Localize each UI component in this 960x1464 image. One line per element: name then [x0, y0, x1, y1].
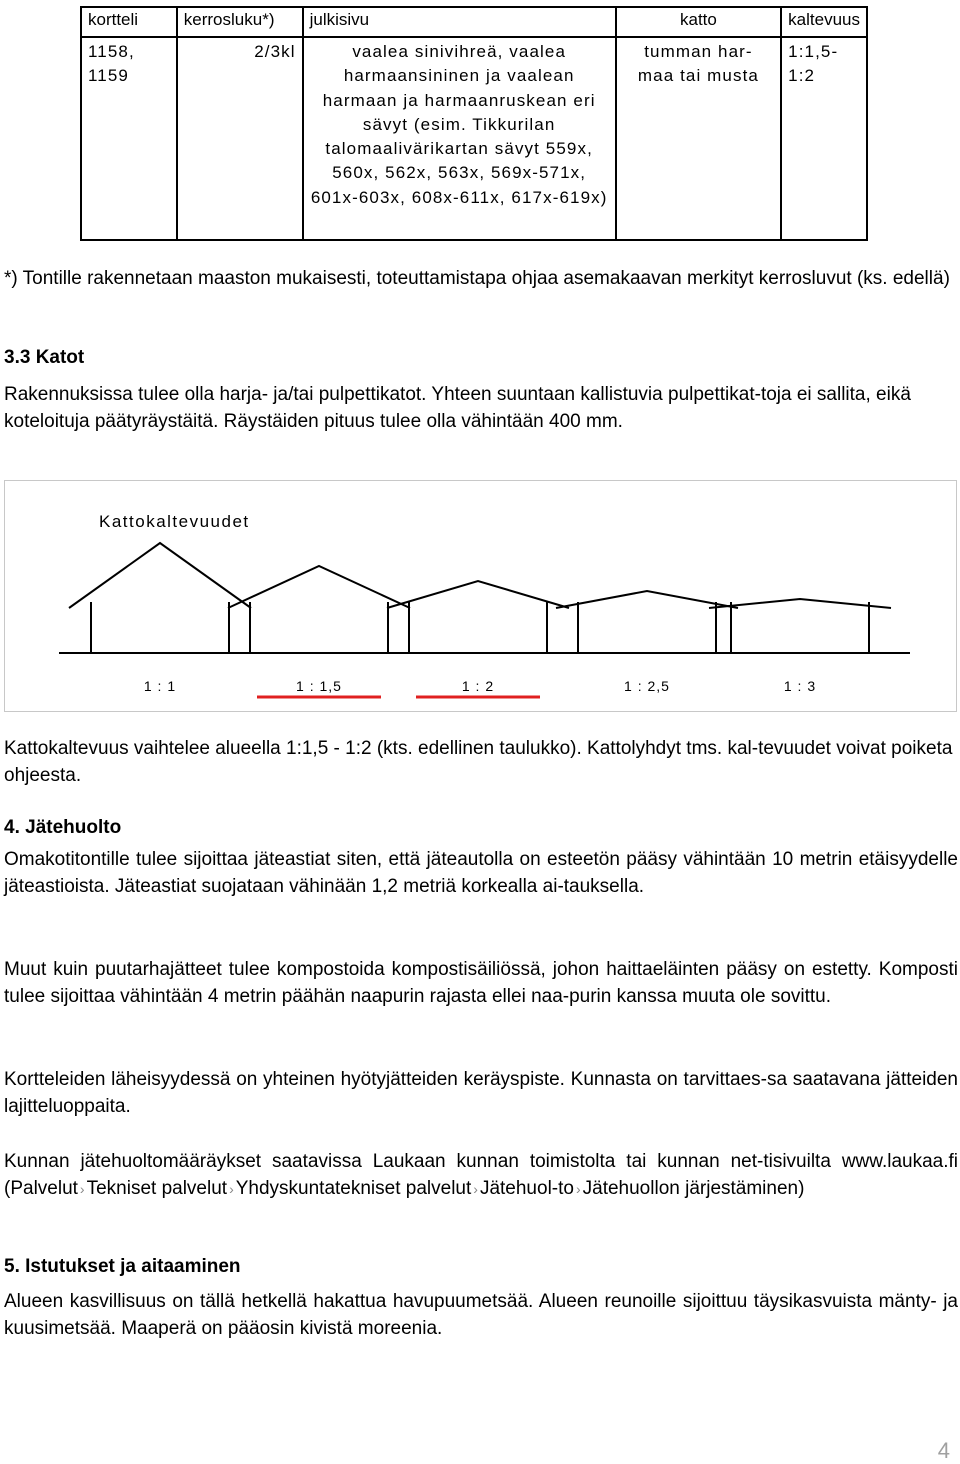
section-4-p4	[4, 1148, 958, 1203]
house-roof	[709, 599, 891, 608]
pitch-label: 1 : 2,5	[624, 678, 670, 694]
houses-group	[69, 543, 891, 653]
header-julkisivu: julkisivu	[303, 7, 616, 37]
p4-text-e: Jätehuollon järjestäminen)	[582, 1178, 805, 1199]
diagram-title: Kattokaltevuudet	[99, 512, 250, 531]
cell-kaltevuus: 1:1,5- 1:2	[781, 37, 867, 240]
chevron-right-icon: ›	[229, 1181, 234, 1197]
p4-text-c: Yhdyskuntatekniset palvelut	[235, 1178, 472, 1199]
pitch-text: Kattokaltevuus vaihtelee alueella 1:1,5 - 1:2 (kts. edellinen taulukko). Kattolyhdyt tms. kal-tevuudet voivat poiketa ohjeesta.	[4, 738, 953, 786]
chevron-right-icon: ›	[575, 1181, 581, 1197]
building-spec-table	[80, 6, 868, 241]
house-roof	[387, 581, 569, 608]
header-katto: katto	[616, 7, 781, 37]
section-4-heading: 4. Jätehuolto	[4, 817, 122, 838]
cell-julkisivu: vaalea sinivihreä, vaalea harmaansininen ja vaalean harmaan ja harmaanruskean eri sävyt (esim. Tikkurilan talomaalivärikartan sävyt 559x, 560x, 562x, 563x, 569x-571x, 601x-603x, 608x-611x, 617x-619x)	[303, 37, 616, 240]
house-roof	[228, 566, 410, 608]
pitch-label: 1 : 1	[143, 678, 177, 694]
footnote: *) Tontille rakennetaan maaston mukaisesti, toteuttamistapa ohjaa asemakaavan merkityt kerrosluvut (ks. edellä)	[4, 268, 950, 289]
pitch-label: 1 : 2	[461, 678, 495, 694]
p4-text-d: Jätehuol-to	[479, 1178, 574, 1199]
pitch-label: 1 : 3	[783, 678, 817, 694]
cell-kerrosluku: 2/3kl	[177, 37, 303, 240]
house-roof	[556, 591, 738, 608]
roof-pitch-diagram	[4, 480, 957, 712]
section-4-p1: Omakotitontille tulee sijoittaa jäteastiat siten, että jäteautolla on esteetön pääsy vähintään 10 metrin etäisyydelle jäteastioista. Jäteastiat suojataan vähinään 1,2 metriä korkealla ai-tauksella.	[4, 849, 958, 897]
house-roof	[69, 543, 251, 608]
table-header-row	[81, 7, 867, 37]
chevron-right-icon: ›	[79, 1181, 85, 1197]
section-4-p2: Muut kuin puutarhajätteet tulee kompostoida kompostisäiliössä, johon haittaeläinten pääsy on estetty. Komposti tulee sijoittaa vähintään 4 metrin päähän naapurin rajasta ellei naa-purin kanssa muuta ole sovittu.	[4, 959, 958, 1007]
cell-kortteli: 1158, 1159	[81, 37, 177, 240]
roof-pitch-svg	[5, 481, 956, 711]
labels-group	[144, 678, 816, 697]
page-number: 4	[937, 1438, 950, 1463]
table-row	[81, 37, 867, 240]
section-4-p3: Kortteleiden läheisyydessä on yhteinen hyötyjätteiden keräyspiste. Kunnasta on tarvittaes-sa saatavana jätteiden lajitteluoppaita.	[4, 1069, 958, 1117]
section-5-heading: 5. Istutukset ja aitaaminen	[4, 1256, 241, 1277]
header-kortteli: kortteli	[81, 7, 177, 37]
section-3-3-heading: 3.3 Katot	[4, 347, 85, 368]
cell-katto: tumman har- maa tai musta	[616, 37, 781, 240]
section-3-3-text: Rakennuksissa tulee olla harja- ja/tai pulpettikatot. Yhteen suuntaan kallistuvia pulpettikat-toja ei sallita, eikä koteloituja päätyräystäitä. Räystäiden pituus tulee olla vähintään 400 mm.	[4, 384, 911, 432]
header-kaltevuus: kaltevuus	[781, 7, 867, 37]
chevron-right-icon: ›	[473, 1181, 478, 1197]
pitch-label: 1 : 1,5	[296, 678, 342, 694]
p4-text-a: Kunnan jätehuoltomääräykset saatavissa Laukaan kunnan toimistolta tai kunnan net-tisivuilta www.laukaa.fi (Palvelut	[4, 1151, 958, 1199]
p4-text-b: Tekniset palvelut	[86, 1178, 228, 1199]
section-5-text: Alueen kasvillisuus on tällä hetkellä hakattua havupuumetsää. Alueen reunoille sijoittuu täysikasvuista mänty- ja kuusimetsää. Maaperä on pääosin kivistä moreenia.	[4, 1291, 958, 1339]
header-kerrosluku: kerrosluku*)	[177, 7, 303, 37]
